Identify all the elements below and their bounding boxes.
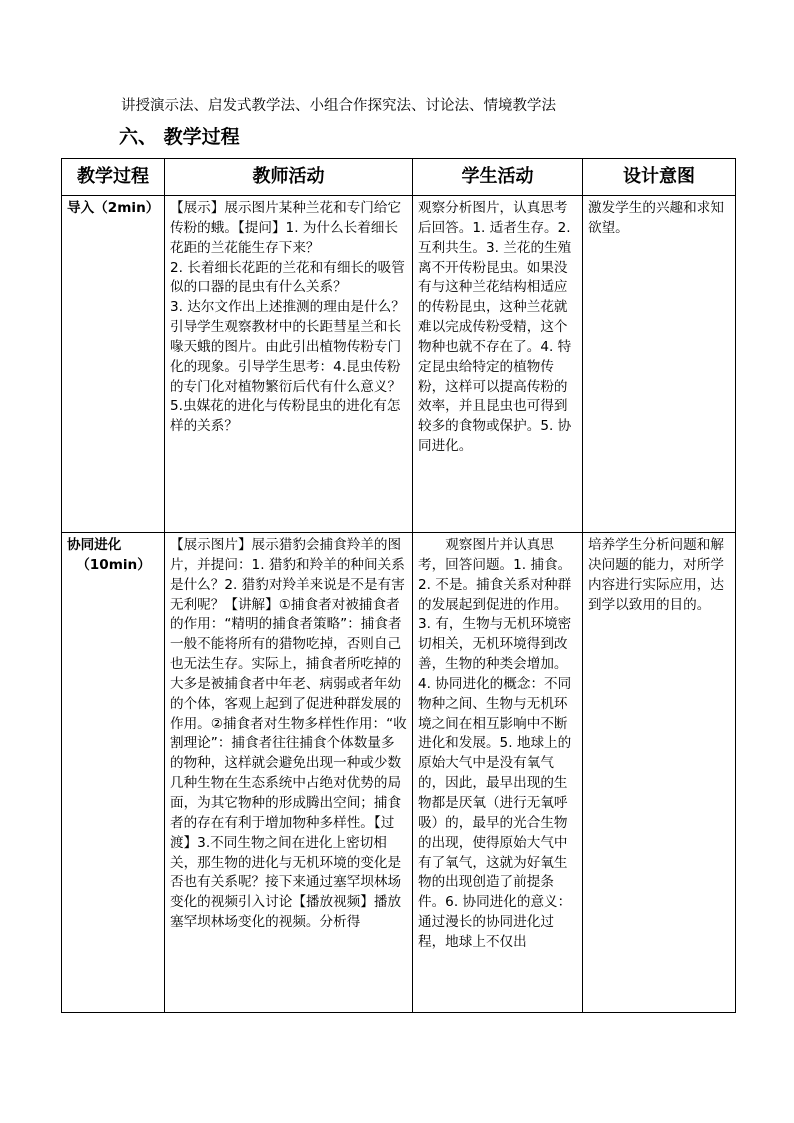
stage-label: 协同进化: [67, 537, 122, 553]
stage-duration: （10min）: [76, 556, 151, 573]
stage-label: 导入（2min）: [67, 200, 160, 216]
table-row: [62, 196, 736, 533]
student-activity-cell: 观察分析图片，认真思考后回答。1. 适者生存。2. 互利共生。3. 兰花的生殖离不开传粉昆虫。如果没有与这种兰花结构相适应的传粉昆虫，这种兰花就难以完成传粉受精，这个物种也就不存在了。4. 特定昆虫给特定的植物传粉，这样可以提高传粉的效率，并且昆虫也可得到较多的食物或保护。5. 协同进化。: [413, 196, 583, 533]
teacher-activity-cell: [165, 533, 413, 1013]
design-intent-cell: 激发学生的兴趣和求知欲望。: [583, 196, 736, 533]
student-activity-text: 观察图片并认真思考，回答问题。1. 捕食。2. 不是。捕食关系对种群的发展起到促进的作用。3. 有，生物与无机环境密切相关，无机环境得到改善，生物的种类会增加。4. 协同进化的概念：不同物种之间、生物与无机环境之间在相互影响中不断进化和发展。5. 地球上的原始大气中是没有氧气的，因此，最早出现的生物都是厌氧（进行无氧呼吸）的，最早的光合生物的出现，使得原始大气中有了氧气，这就为好氧生物的出现创造了前提条件。6. 协同进化的意义：通过漫长的协同进化过程，地球上不仅出: [418, 537, 572, 950]
header-student-activity: 学生活动: [413, 159, 583, 196]
section-title: 六、 教学过程: [119, 126, 240, 148]
teaching-methods-line: 讲授演示法、启发式教学法、小组合作探究法、讨论法、情境教学法: [121, 98, 556, 114]
teaching-process-table: [61, 158, 736, 1013]
stage-cell: [62, 196, 165, 533]
design-intent-cell: 培养学生分析问题和解决问题的能力，对所学内容进行实际应用，达到学以致用的目的。: [583, 533, 736, 1013]
header-teacher-activity: 教师活动: [165, 159, 413, 196]
stage-cell: [62, 533, 165, 1013]
header-design-intent: 设计意图: [583, 159, 736, 196]
header-stage: 教学过程: [62, 159, 165, 196]
table-header-row: [62, 159, 736, 196]
student-activity-cell: [413, 533, 583, 1013]
teacher-activity-cell: 【展示】展示图片某种兰花和专门给它传粉的蛾。【提问】1. 为什么长着细长花距的兰花能生存下来？ 2. 长着细长花距的兰花和有细长的吸管似的口器的昆虫有什么关系？ 3. 达尔文作出上述推测的理由是什么？ 引导学生观察教材中的长距彗星兰和长喙天蛾的图片。由此引出植物传粉专门化的现象。引导学生思考：4.昆虫传粉的专门化对植物繁衍后代有什么意义？5.虫媒花的进化与传粉昆虫的进化有怎样的关系？: [165, 196, 413, 533]
table-row: [62, 533, 736, 1013]
teacher-activity-text: 【展示图片】展示猎豹会捕食羚羊的图片，并提问：1. 猎豹和羚羊的种间关系是什么？2. 猎豹对羚羊来说是不是有害无利呢？【讲解】①捕食者对被捕食者的作用：“精明的捕食者策略”：捕食者一般不能将所有的猎物吃掉，否则自己也无法生存。实际上，捕食者所吃掉的大多是被捕食者中年老、病弱或者年幼的个体，客观上起到了促进种群发展的作用。②捕食者对生物多样性作用：“收割理论”：捕食者往往捕食个体数量多的物种，这样就会避免出现一种或少数几种生物在生态系统中占绝对优势的局面，为其它物种的形成腾出空间；捕食者的存在有利于增加物种多样性。【过渡】3.不同生物之间在进化上密切相关，那生物的进化与无机环境的变化是否也有关系呢？接下来通过塞罕坝林场变化的视频引入讨论【播放视频】播放塞罕坝林场变化的视频。分析得: [170, 537, 407, 931]
